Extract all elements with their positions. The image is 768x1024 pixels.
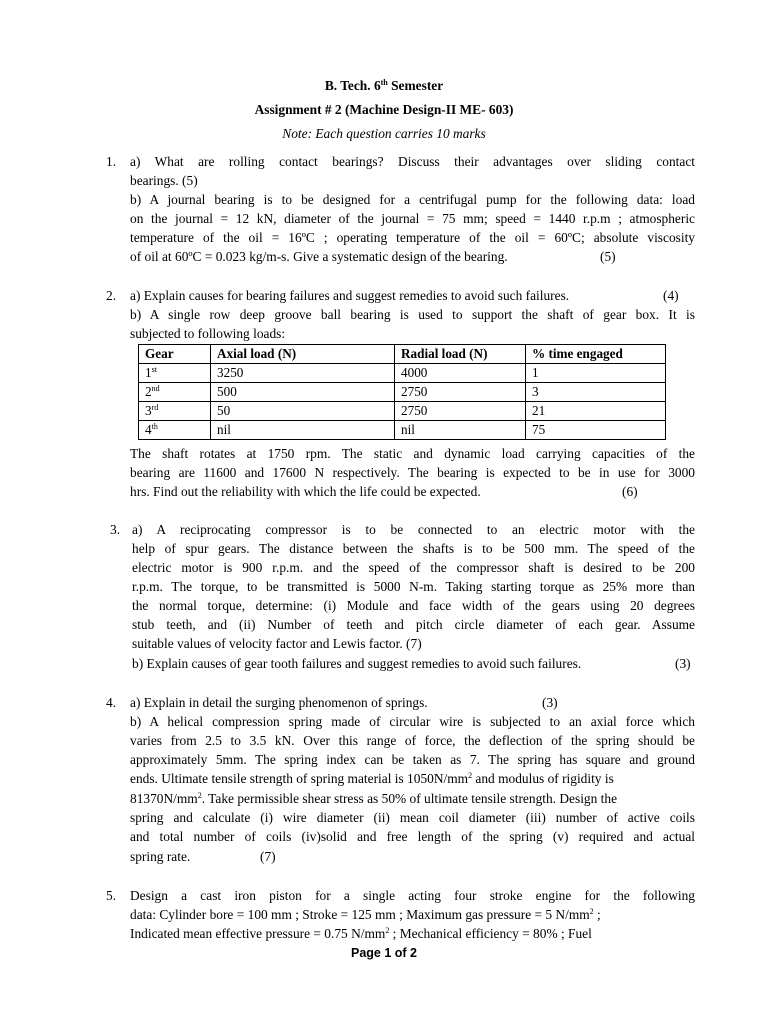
q3-a-line: electric motor is 900 r.p.m. and the speed of the compressor shaft is desired to be 200 xyxy=(132,560,695,575)
q1-a-line: bearings. (5) xyxy=(130,173,198,188)
q4-b-line: and total number of coils (iv)solid and free length of the spring (v) required and actual xyxy=(130,829,695,844)
table-cell: 50 xyxy=(211,402,395,421)
table-cell: 3250 xyxy=(211,364,395,383)
course-title-text: B. Tech. 6 xyxy=(324,78,381,93)
text-run: ends. Ultimate tensile strength of spring material is 1050N/mm xyxy=(130,771,469,786)
question-number: 2. xyxy=(106,288,117,303)
q3-a-line: the normal torque, determine: (i) Module and face width of the gears using 20 degrees xyxy=(132,598,695,613)
table-cell: 75 xyxy=(526,421,666,440)
assignment-title: Assignment # 2 (Machine Design-II ME- 603) xyxy=(254,102,514,117)
q4-b-line: spring and calculate (i) wire diameter (ii) mean coil diameter (iii) number of active coils xyxy=(130,810,695,825)
q3-b-marks: (3) xyxy=(675,656,691,671)
course-title xyxy=(0,78,768,94)
q1-b-line: on the journal = 12 kN, diameter of the journal = 75 mm; speed = 1440 r.p.m ; atmospheric xyxy=(130,211,695,226)
gear-ordinal: nd xyxy=(151,384,160,393)
q2-c-line: bearing are 11600 and 17600 N respectively. The bearing is expected to be in use for 3000 xyxy=(130,465,695,480)
gear-number: 1 xyxy=(145,365,152,380)
q4-b-line: spring rate. xyxy=(130,849,191,864)
table-cell: 2750 xyxy=(395,402,526,421)
q5-line xyxy=(130,905,601,924)
table-cell: 2750 xyxy=(395,383,526,402)
q5-line: Design a cast iron piston for a single acting four stroke engine for the following xyxy=(130,888,695,903)
superscript: 2 xyxy=(385,926,390,935)
q2-a-marks: (4) xyxy=(663,288,679,303)
table-cell-gear xyxy=(139,402,211,421)
q2-a-line: a) Explain causes for bearing failures and suggest remedies to avoid such failures. xyxy=(130,288,570,303)
marks-note: Note: Each question carries 10 marks xyxy=(282,126,486,141)
q1-b-line: of oil at 60ºC = 0.023 kg/m-s. Give a systematic design of the bearing. xyxy=(130,249,508,264)
text-run: data: Cylinder bore = 100 mm ; Stroke = 125 mm ; Maximum gas pressure = 5 N/mm xyxy=(130,907,590,922)
table-cell: 1 xyxy=(526,364,666,383)
q1-b-line: b) A journal bearing is to be designed for a centrifugal pump for the following data: load xyxy=(130,192,695,207)
table-cell: 500 xyxy=(211,383,395,402)
q5-line xyxy=(130,924,592,943)
q4-a-line: a) Explain in detail the surging phenomenon of springs. xyxy=(130,695,428,710)
gear-number: 3 xyxy=(145,403,152,418)
course-title-text-end: Semester xyxy=(387,78,444,93)
question-number: 1. xyxy=(106,154,117,169)
q3-a-line: r.p.m. The torque, to be transmitted is 5000 N-m. Taking starting torque as 25% more than xyxy=(132,579,695,594)
superscript: 2 xyxy=(468,771,473,780)
q2-c-line: The shaft rotates at 1750 rpm. The static and dynamic load carrying capacities of the xyxy=(130,446,695,461)
text-run: 81370N/mm xyxy=(130,791,198,806)
superscript: 2 xyxy=(589,907,594,916)
table-row xyxy=(139,421,666,440)
table-row xyxy=(139,402,666,421)
table-cell: 4000 xyxy=(395,364,526,383)
q3-a-line: suitable values of velocity factor and Lewis factor. (7) xyxy=(132,636,422,651)
q4-b-line: b) A helical compression spring made of circular wire is subjected to an axial force which xyxy=(130,714,695,729)
table-cell-gear xyxy=(139,364,211,383)
table-cell: nil xyxy=(395,421,526,440)
table-row xyxy=(139,364,666,383)
gear-ordinal: st xyxy=(151,365,157,374)
q4-b-line xyxy=(130,789,617,808)
question-number: 3. xyxy=(110,522,121,537)
table-cell-gear xyxy=(139,421,211,440)
table-cell: 3 xyxy=(526,383,666,402)
q3-b-line: b) Explain causes of gear tooth failures and suggest remedies to avoid such failures. xyxy=(132,656,582,671)
q2-b-line: subjected to following loads: xyxy=(130,326,286,341)
q4-b-line: varies from 2.5 to 3.5 kN. Over this range of force, the deflection of the spring should be xyxy=(130,733,695,748)
q2-b-line: b) A single row deep groove ball bearing is used to support the shaft of gear box. It is xyxy=(130,307,695,322)
q3-a-line: a) A reciprocating compressor is to be connected to an electric motor with the xyxy=(132,522,695,537)
superscript: 2 xyxy=(197,791,202,800)
course-title-sup: th xyxy=(380,78,388,87)
gear-ordinal: th xyxy=(151,422,158,431)
q4-b-line xyxy=(130,769,614,788)
gear-loads-table xyxy=(138,344,666,440)
text-run: Indicated mean effective pressure = 0.75 N/mm xyxy=(130,926,386,941)
q3-a-line: stub teeth, and (ii) Number of teeth and pitch circle diameter of each gear. Assume xyxy=(132,617,695,632)
q1-b-marks: (5) xyxy=(600,249,616,264)
q1-b-line: temperature of the oil = 16ºC ; operating temperature of the oil = 60ºC; absolute viscosity xyxy=(130,230,695,245)
q2-c-marks: (6) xyxy=(622,484,638,499)
table-header-cell: Radial load (N) xyxy=(395,345,526,364)
table-cell: 21 xyxy=(526,402,666,421)
gear-number: 4 xyxy=(145,422,152,437)
gear-ordinal: rd xyxy=(151,403,159,412)
question-number: 4. xyxy=(106,695,117,710)
text-run: ; xyxy=(593,907,601,922)
table-cell-gear xyxy=(139,383,211,402)
q4-b-line: approximately 5mm. The spring index can be taken as 7. The spring has square and ground xyxy=(130,752,695,767)
question-number: 5. xyxy=(106,888,117,903)
q2-c-line: hrs. Find out the reliability with which the life could be expected. xyxy=(130,484,481,499)
text-run: and modulus of rigidity is xyxy=(472,771,614,786)
table-header-row xyxy=(139,345,666,364)
table-header-cell: % time engaged xyxy=(526,345,666,364)
q4-a-marks: (3) xyxy=(542,695,558,710)
text-run: . Take permissible shear stress as 50% of ultimate tensile strength. Design the xyxy=(201,791,618,806)
table-cell: nil xyxy=(211,421,395,440)
gear-number: 2 xyxy=(145,384,152,399)
table-header-cell: Axial load (N) xyxy=(211,345,395,364)
q3-a-line: help of spur gears. The distance between the shafts is to be 500 mm. The speed of the xyxy=(132,541,695,556)
page-number: Page 1 of 2 xyxy=(351,946,417,960)
text-run: ; Mechanical efficiency = 80% ; Fuel xyxy=(389,926,592,941)
q4-b-marks: (7) xyxy=(260,849,276,864)
table-header-cell: Gear xyxy=(139,345,211,364)
table-row xyxy=(139,383,666,402)
q1-a-line: a) What are rolling contact bearings? Discuss their advantages over sliding contact xyxy=(130,154,695,169)
